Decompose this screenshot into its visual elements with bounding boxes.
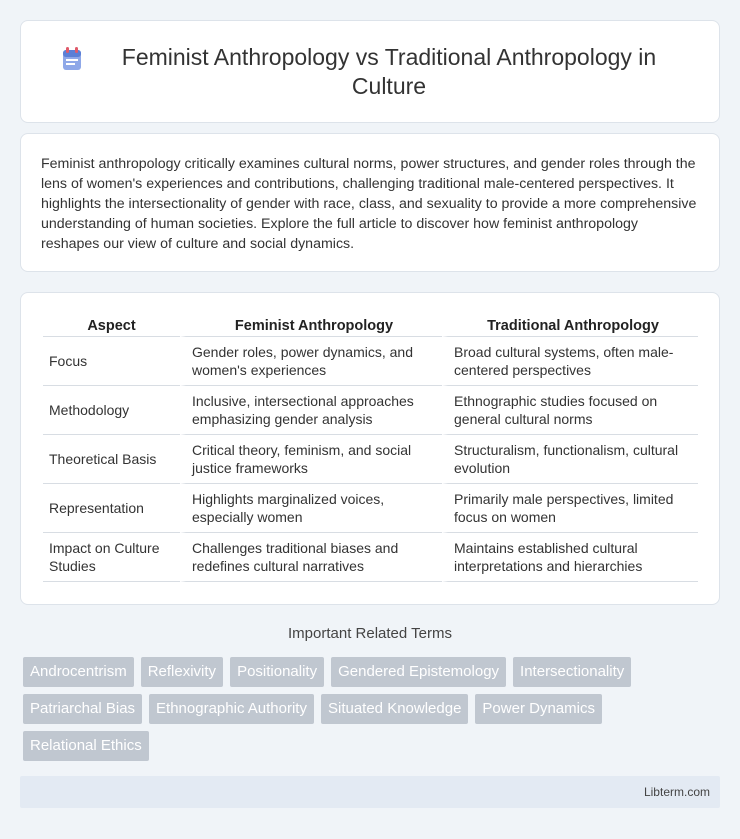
comparison-table bbox=[43, 313, 698, 582]
table-header-row bbox=[43, 313, 698, 337]
row-feminist: Highlights marginalized voices, especially women bbox=[180, 484, 442, 533]
intro-paragraph: Feminist anthropology critically examines cultural norms, power structures, and gender roles through the lens of women's experiences and contributions, challenging traditional male-centered perspectives. It highlights the intersectionality of gender with race, class, and sexuality to provide a more comprehensive understanding of human societies. Explore the full article to discover how feminist anthropology reshapes our view of culture and social dynamics. bbox=[41, 156, 697, 252]
row-traditional: Ethnographic studies focused on general cultural norms bbox=[442, 386, 698, 435]
page-title: Feminist Anthropology vs Traditional Anthropology in Culture bbox=[121, 43, 657, 99]
row-aspect: Impact on Culture Studies bbox=[43, 533, 180, 582]
footer-site-link[interactable]: Libterm.com bbox=[643, 785, 710, 799]
document-icon bbox=[61, 47, 83, 71]
tag-gendered-epistemology[interactable]: Gendered Epistemology bbox=[331, 657, 506, 687]
row-feminist: Inclusive, intersectional approaches emphasizing gender analysis bbox=[180, 386, 442, 435]
row-feminist: Challenges traditional biases and redefines cultural narratives bbox=[180, 533, 442, 582]
tag-relational-ethics[interactable]: Relational Ethics bbox=[23, 731, 149, 761]
tag-situated-knowledge[interactable]: Situated Knowledge bbox=[321, 694, 468, 724]
row-traditional: Structuralism, functionalism, cultural evolution bbox=[442, 435, 698, 484]
row-aspect: Representation bbox=[43, 484, 180, 533]
intro-card bbox=[20, 133, 720, 272]
row-aspect: Theoretical Basis bbox=[43, 435, 180, 484]
tag-positionality[interactable]: Positionality bbox=[230, 657, 324, 687]
tag-power-dynamics[interactable]: Power Dynamics bbox=[475, 694, 602, 724]
tag-androcentrism[interactable]: Androcentrism bbox=[23, 657, 134, 687]
tag-patriarchal-bias[interactable]: Patriarchal Bias bbox=[23, 694, 142, 724]
row-traditional: Broad cultural systems, often male-centered perspectives bbox=[442, 337, 698, 386]
table-row bbox=[43, 337, 698, 386]
title-card bbox=[20, 20, 720, 123]
header-aspect: Aspect bbox=[43, 313, 180, 337]
row-aspect: Focus bbox=[43, 337, 180, 386]
row-feminist: Critical theory, feminism, and social justice frameworks bbox=[180, 435, 442, 484]
tag-reflexivity[interactable]: Reflexivity bbox=[141, 657, 223, 687]
tag-ethnographic-authority[interactable]: Ethnographic Authority bbox=[149, 694, 314, 724]
footer bbox=[20, 776, 720, 808]
tag-intersectionality[interactable]: Intersectionality bbox=[513, 657, 631, 687]
table-row bbox=[43, 386, 698, 435]
table-row bbox=[43, 484, 698, 533]
row-feminist: Gender roles, power dynamics, and women's experiences bbox=[180, 337, 442, 386]
related-terms-list bbox=[23, 657, 723, 768]
row-traditional: Maintains established cultural interpretations and hierarchies bbox=[442, 533, 698, 582]
table-row bbox=[43, 435, 698, 484]
row-aspect: Methodology bbox=[43, 386, 180, 435]
row-traditional: Primarily male perspectives, limited focus on women bbox=[442, 484, 698, 533]
related-terms-heading: Important Related Terms bbox=[288, 625, 452, 642]
header-feminist: Feminist Anthropology bbox=[180, 313, 442, 337]
table-row bbox=[43, 533, 698, 582]
comparison-card bbox=[20, 292, 720, 605]
header-traditional: Traditional Anthropology bbox=[442, 313, 698, 337]
title-wrap bbox=[61, 43, 679, 101]
